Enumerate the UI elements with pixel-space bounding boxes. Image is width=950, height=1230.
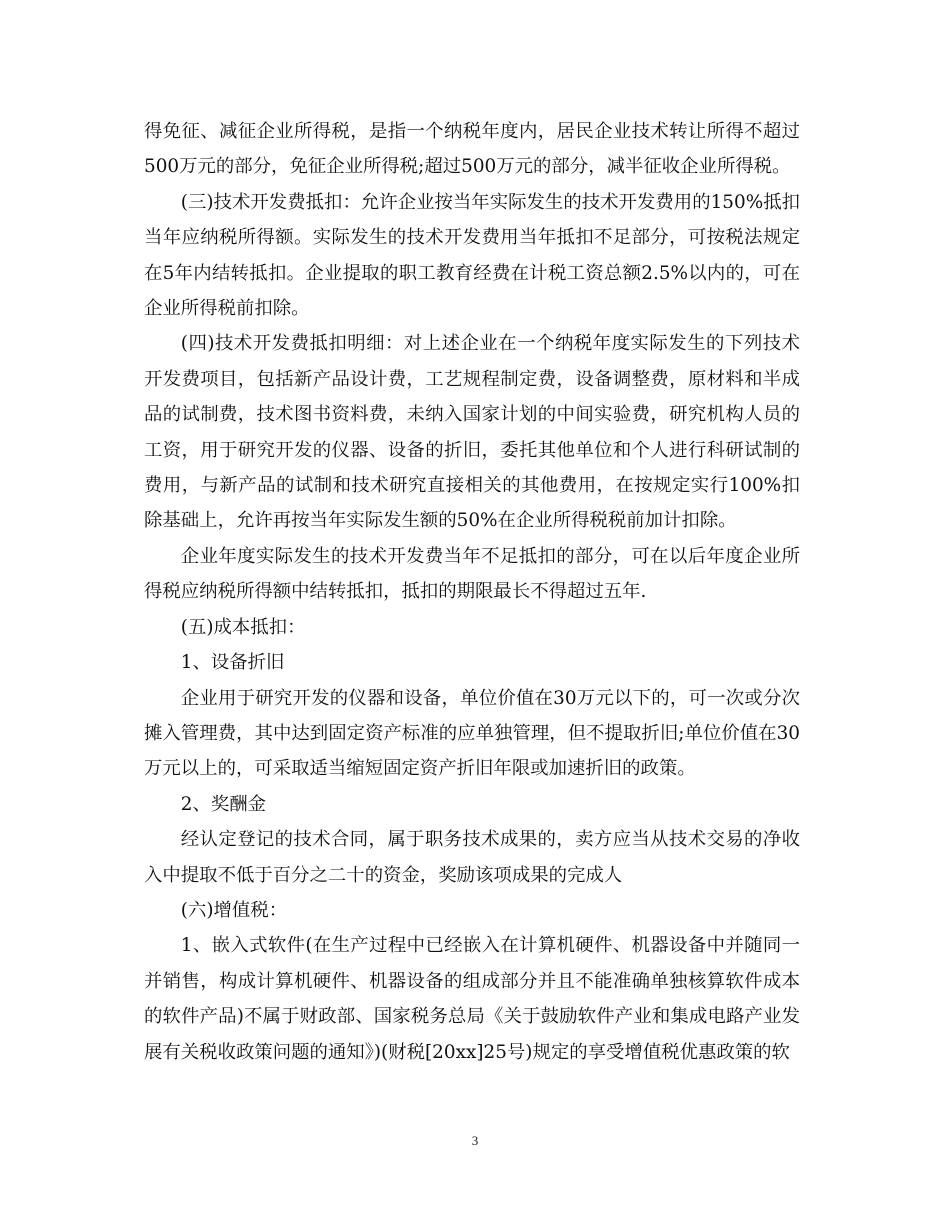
paragraph-7: 企业用于研究开发的仪器和设备，单位价值在30万元以下的，可一次或分次摊入管理费，其中达到固定资产标准的应单独管理，但不提取折旧;单位价值在30万元以上的，可采取适当缩短固定资产折旧年限或加速折旧的政策。 bbox=[144, 687, 800, 780]
paragraph-3: (四)技术开发费抵扣明细：对上述企业在一个纳税年度实际发生的下列技术开发费项目，包括新产品设计费，工艺规程制定费，设备调整费，原材料和半成品的试制费，技术图书资料费，未纳入国家计划的中间实验费，研究机构人员的工资，用于研究开发的仪器、设备的折旧，委托其他单位和个人进行科研试制的费用，与新产品的试制和技术研究直接相关的其他费用，在按规定实行100%扣除基础上，允许再按当年实际发生额的50%在企业所得税税前加计扣除。 bbox=[144, 333, 800, 532]
section-heading-5: (五)成本抵扣： bbox=[180, 616, 306, 638]
subheading-rewards: 2、奖酬金 bbox=[180, 793, 267, 815]
subheading-equipment-depreciation: 1、设备折旧 bbox=[180, 652, 285, 674]
paragraph-1: 得免征、减征企业所得税，是指一个纳税年度内，居民企业技术转让所得不超过500万元的部分，免征企业所得税;超过500万元的部分，减半征收企业所得税。 bbox=[144, 121, 800, 178]
page-number: 3 bbox=[471, 1133, 479, 1148]
paragraph-11: 1、嵌入式软件(在生产过程中已经嵌入在计算机硬件、机器设备中并随同一并销售，构成计算机硬件、机器设备的组成部分并且不能准确单独核算软件成本的软件产品)不属于财政部、国家税务总局《关于鼓励软件产业和集成电路产业发展有关税收政策问题的通知》)(财税[20xx]25号)规定的享受增值税优惠政策的软 bbox=[144, 935, 800, 1063]
document-body bbox=[144, 114, 800, 1070]
paragraph-4: 企业年度实际发生的技术开发费当年不足抵扣的部分，可在以后年度企业所得税应纳税所得额中结转抵扣，抵扣的期限最长不得超过五年. bbox=[144, 545, 800, 603]
section-heading-6: (六)增值税： bbox=[180, 899, 288, 921]
paragraph-9: 经认定登记的技术合同，属于职务技术成果的，卖方应当从技术交易的净收入中提取不低于百分之二十的资金，奖励该项成果的完成人 bbox=[144, 829, 800, 886]
paragraph-2: (三)技术开发费抵扣：允许企业按当年实际发生的技术开发费用的150%抵扣当年应纳税所得额。实际发生的技术开发费用当年抵扣不足部分，可按税法规定在5年内结转抵扣。企业提取的职工教育经费在计税工资总额2.5%以内的，可在企业所得税前扣除。 bbox=[144, 191, 800, 320]
